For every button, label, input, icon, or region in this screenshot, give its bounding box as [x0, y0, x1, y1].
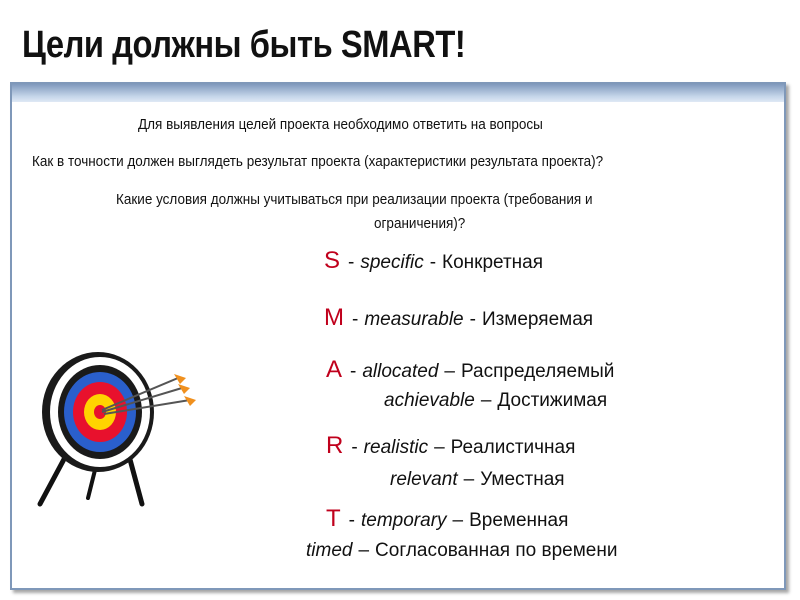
english-term: relevant — [390, 469, 458, 490]
russian-term: Распределяемый — [460, 361, 615, 382]
russian-term: Временная — [469, 510, 569, 531]
smart-item-timed — [306, 540, 617, 562]
smart-item-allocated — [326, 356, 614, 384]
smart-letter: R — [326, 432, 344, 459]
english-term: measurable — [364, 309, 464, 330]
separator: - — [351, 437, 358, 458]
smart-item-relevant — [390, 469, 565, 491]
smart-item-realistic — [326, 432, 575, 460]
smart-letter: S — [324, 247, 341, 274]
separator: – — [480, 390, 492, 411]
separator: – — [444, 361, 455, 382]
separator: - — [429, 252, 437, 273]
question-conditions-line2: ограничения)? — [374, 215, 466, 232]
smart-letter: T — [326, 505, 341, 532]
question-result: Как в точности должен выглядеть результат проекта (характеристики результата проекта)? — [32, 153, 604, 170]
separator: – — [434, 437, 445, 458]
slide-title: Цели должны быть SMART! — [22, 24, 466, 66]
separator: - — [348, 252, 355, 273]
separator: - — [350, 361, 357, 382]
question-conditions-line1: Какие условия должны учитываться при реализации проекта (требования и — [116, 191, 593, 208]
smart-item-achievable — [384, 390, 607, 412]
russian-term: Достижимая — [497, 390, 608, 411]
smart-item-temporary — [326, 505, 568, 533]
archery-target-icon — [32, 348, 207, 508]
russian-term: Согласованная по времени — [375, 540, 618, 561]
russian-term: Уместная — [480, 469, 565, 490]
russian-term: Измеряемая — [481, 309, 594, 330]
frame-header-band — [12, 84, 784, 102]
english-term: temporary — [361, 510, 447, 531]
smart-letter: M — [324, 304, 344, 331]
english-term: realistic — [363, 437, 429, 458]
separator: – — [463, 469, 475, 490]
separator: – — [452, 510, 464, 531]
separator: - — [348, 510, 355, 531]
english-term: specific — [360, 252, 424, 273]
separator: – — [358, 540, 370, 561]
english-term: allocated — [362, 361, 439, 382]
smart-letter: A — [326, 356, 343, 383]
english-term: timed — [306, 540, 353, 561]
smart-item-measurable — [324, 304, 593, 332]
english-term: achievable — [384, 390, 475, 411]
russian-term: Реалистичная — [450, 437, 576, 458]
separator: - — [352, 309, 359, 330]
separator: - — [469, 309, 476, 330]
smart-item-specific — [324, 247, 543, 275]
russian-term: Конкретная — [442, 252, 544, 273]
question-intro: Для выявления целей проекта необходимо ответить на вопросы — [138, 116, 543, 133]
